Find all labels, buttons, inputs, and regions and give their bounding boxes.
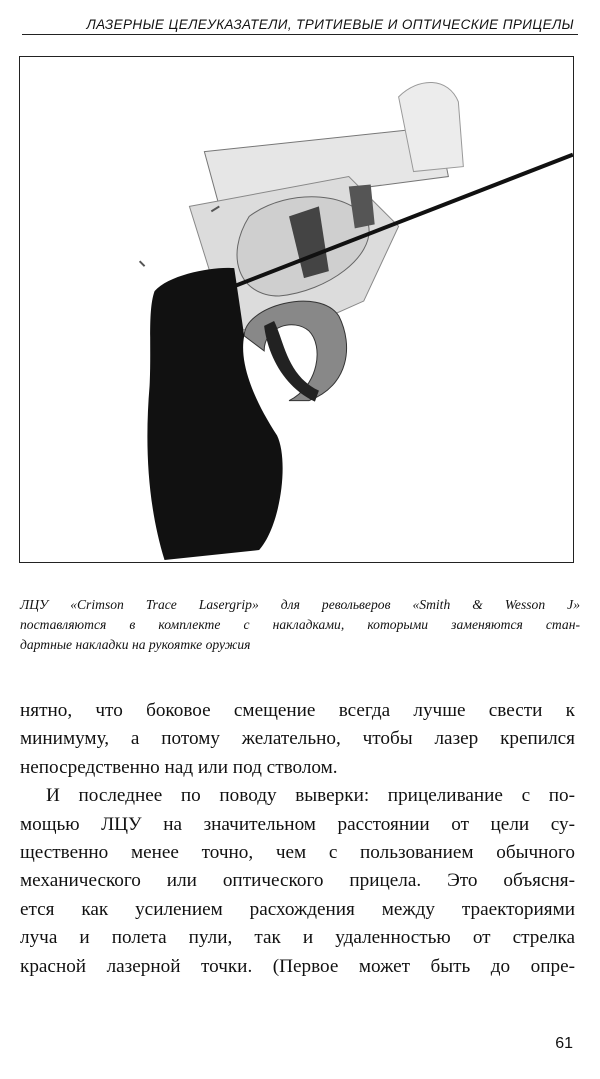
body-text (20, 697, 575, 981)
caption-line: ЛЦУ «Crimson Trace Lasergrip» для револьверов «Smith & Wesson J» (20, 597, 580, 612)
paragraph-2-line: механического или оптического прицела. Это объясня- (20, 870, 575, 892)
caption-line: поставляются в комплекте с накладками, которыми заменяются стан- (20, 617, 580, 632)
paragraph-2-line: мощью ЛЦУ на значительном расстоянии от цели су- (20, 813, 575, 835)
paragraph-2-line: красной лазерной точки. (Первое может быть до опре- (20, 955, 575, 977)
paragraph-2-line: луча и полета пули, так и удаленностью от стрелка (20, 927, 575, 949)
paragraph-1-line: нятно, что боковое смещение всегда лучше свести к (20, 700, 575, 721)
paragraph-2-line: щественно менее точно, чем с пользованием обычного (20, 842, 575, 864)
running-title: ЛАЗЕРНЫЕ ЦЕЛЕУКАЗАТЕЛИ, ТРИТИЕВЫЕ И ОПТИЧЕСКИЕ ПРИЦЕЛЫ (86, 17, 574, 32)
paragraph-2-line: ется как усилением расхождения между траекториями (20, 898, 575, 920)
revolver-with-laser-grip-image (20, 57, 573, 562)
paragraph-2-line: И последнее по поводу выверки: прицеливание с по- (46, 785, 575, 807)
caption-line: дартные накладки на рукоятке оружия (20, 637, 251, 652)
figure-photo (19, 56, 574, 563)
page-number: 61 (555, 1035, 573, 1052)
running-header (22, 12, 578, 35)
figure-caption (20, 595, 580, 655)
paragraph-1-line: минимуму, а потому желательно, чтобы лазер крепился (20, 728, 575, 750)
paragraph-1-line: непосредственно над или под стволом. (20, 756, 338, 778)
